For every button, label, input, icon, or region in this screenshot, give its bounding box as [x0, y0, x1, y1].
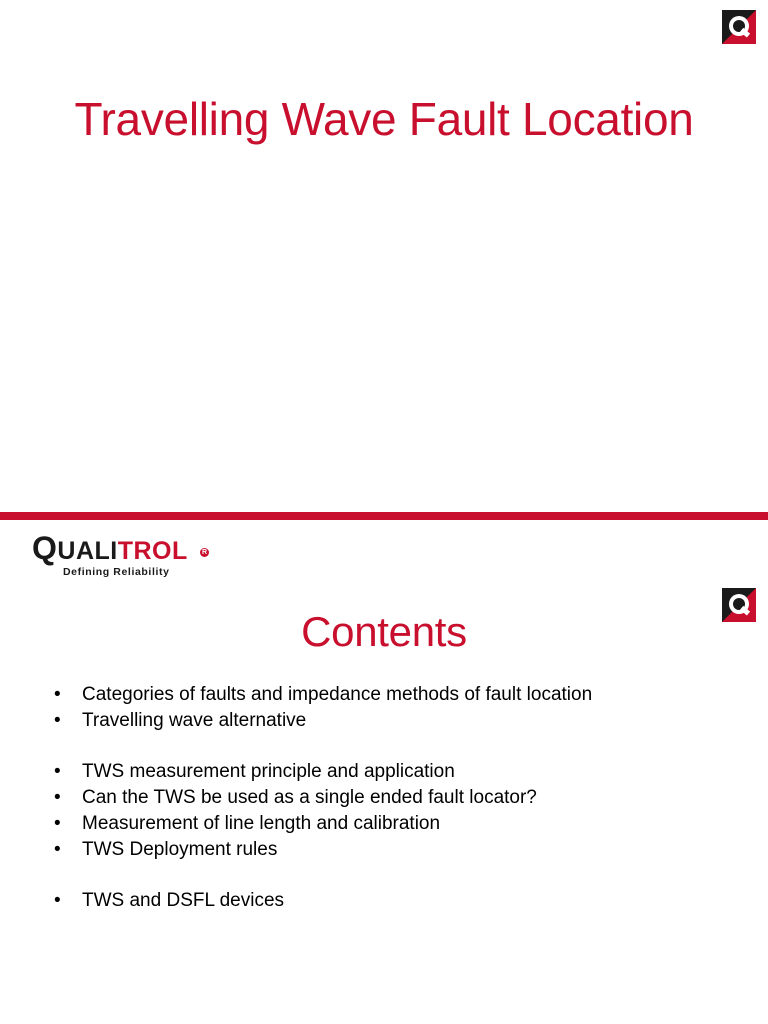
list-item: • TWS measurement principle and application	[50, 759, 750, 785]
qualitrol-q-icon	[722, 10, 756, 44]
registered-mark: R	[201, 549, 208, 556]
brand-tagline: Defining Reliability	[63, 566, 170, 578]
brand-name	[32, 532, 188, 567]
list-item: • Measurement of line length and calibration	[50, 811, 750, 837]
header-divider	[0, 512, 768, 520]
list-item: • TWS Deployment rules	[50, 837, 750, 863]
contents-slide	[0, 512, 768, 1024]
list-item: • Can the TWS be used as a single ended fault locator?	[50, 785, 750, 811]
slide-title: Travelling Wave Fault Location	[74, 93, 694, 145]
contents-list	[50, 682, 750, 914]
brand-middle: UALI	[57, 537, 118, 565]
brand-suffix: TROL	[117, 537, 188, 565]
qualitrol-logo	[32, 530, 222, 578]
contents-title: Contents	[301, 608, 467, 655]
list-item: • Travelling wave alternative	[50, 708, 750, 734]
list-item: • TWS and DSFL devices	[50, 888, 750, 914]
list-item: • Categories of faults and impedance methods of fault location	[50, 682, 750, 708]
brand-prefix: Q	[32, 530, 58, 566]
